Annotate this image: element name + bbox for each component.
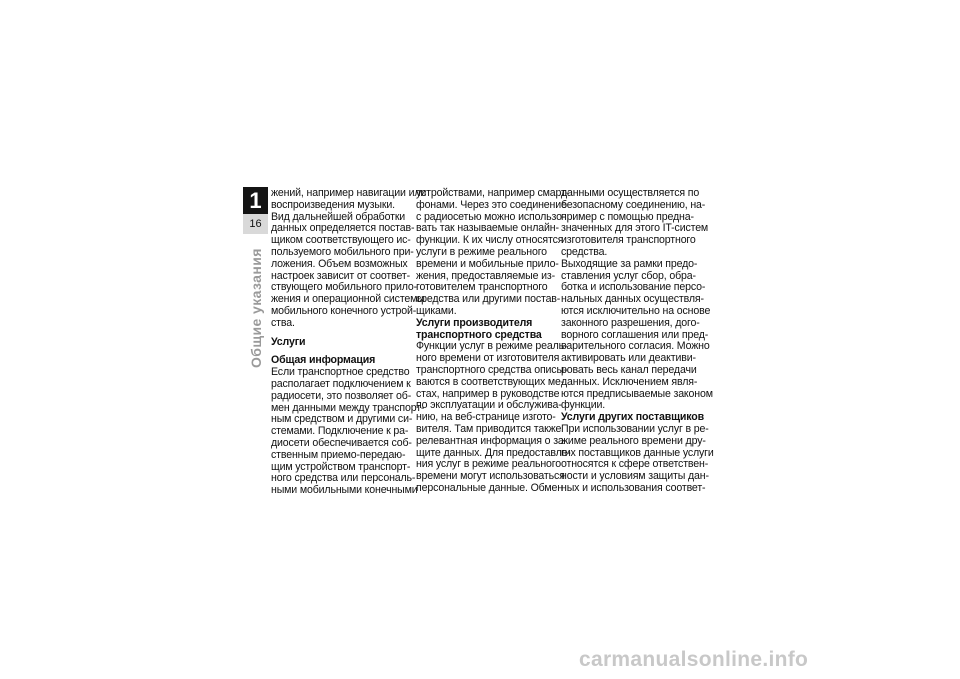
text-line: ваются в соответствующих ме- [416, 375, 565, 388]
text-line: ности и условиям защиты дан- [561, 470, 709, 483]
section-heading: транспортного средства [416, 328, 542, 341]
text-line: ния услуг в режиме реального [416, 458, 562, 471]
text-line: времени и мобильные прило- [416, 257, 559, 270]
text-line: ственным приемо-передаю- [271, 448, 406, 461]
text-line: транспортного средства описы- [416, 363, 568, 376]
text-line: Если транспортное средство [271, 366, 410, 379]
section-heading: Услуги других поставщиков [561, 411, 704, 424]
text-line: пользуемого мобильного при- [271, 245, 414, 258]
text-line: мен данными между транспорт- [271, 401, 425, 414]
text-line: ются исключительно на основе [561, 304, 711, 317]
text-line: вителя. Там приводится также [416, 422, 562, 435]
section-heading: Услуги [271, 335, 306, 348]
text-line: данными осуществляется по [561, 187, 700, 199]
text-line: ства. [271, 316, 295, 329]
text-line: ботка и использование персо- [561, 281, 706, 294]
text-line: средства или другими постав- [416, 293, 561, 306]
text-line: нию, на веб-странице изгото- [416, 411, 556, 424]
text-line: функции. [561, 399, 606, 412]
text-line: щиками. [416, 304, 457, 317]
text-line: безопасному соединению, на- [561, 198, 706, 211]
text-line: данных определяется постав- [271, 222, 415, 235]
text-line: нальных данных осуществля- [561, 293, 704, 306]
text-line: ными мобильными конечными [271, 484, 418, 497]
text-line: пример с помощью предна- [561, 210, 694, 223]
text-line: Функции услуг в режиме реаль- [416, 340, 568, 353]
text-line: ных и использования соответ- [561, 481, 706, 494]
chapter-number-tab: 1 [243, 187, 268, 214]
text-line: жения и операционной системы [271, 293, 425, 306]
text-line: изготовителя транспортного [561, 234, 696, 247]
text-line: диосети обеспечивается соб- [271, 436, 412, 449]
text-line: значенных для этого IT-систем [561, 222, 709, 235]
text-line: стах, например в руководстве [416, 387, 560, 400]
text-column-3 [561, 187, 714, 495]
text-line: щите данных. Для предоставле- [416, 446, 571, 459]
text-line: активировать или деактиви- [561, 352, 696, 365]
text-line: данных. Исключением явля- [561, 375, 698, 388]
text-line: по эксплуатации и обслужива- [416, 399, 562, 412]
page-number: 16 [243, 214, 268, 234]
text-line: варительного согласия. Можно [561, 340, 710, 353]
text-line: ставления услуг сбор, обра- [561, 269, 696, 282]
text-line: радиосети, это позволяет об- [271, 389, 412, 402]
text-line: настроек зависит от соответ- [271, 269, 410, 282]
text-line: ного средства или персональ- [271, 472, 416, 485]
section-heading: Общая информация [271, 354, 376, 367]
text-line: жений, например навигации или [271, 187, 427, 199]
text-line: мобильного конечного устрой- [271, 304, 417, 317]
text-column-1 [271, 187, 427, 497]
text-line: законного разрешения, дого- [561, 316, 700, 329]
text-line: ным средством и другими си- [271, 413, 413, 426]
text-line: персональные данные. Обмен [416, 481, 563, 494]
text-line: относятся к сфере ответствен- [561, 458, 709, 471]
text-line: щиком соответствующего ис- [271, 234, 411, 247]
text-line: гих поставщиков данные услуги [561, 446, 714, 459]
text-line: услуги в режиме реального [416, 245, 547, 258]
text-line: функции. К их числу относятся [416, 234, 564, 247]
text-line: фонами. Через это соединение [416, 198, 567, 211]
text-line: щим устройством транспорт- [271, 460, 411, 473]
text-line: Вид дальнейшей обработки [271, 210, 406, 223]
text-line: жения, предоставляемые из- [416, 269, 555, 282]
text-line: ложения. Объем возможных [271, 257, 408, 270]
text-line: ворного соглашения или пред- [561, 328, 709, 341]
text-line: ровать весь канал передачи [561, 363, 697, 376]
text-line: релевантная информация о за- [416, 434, 568, 447]
text-column-2 [416, 187, 571, 495]
text-line: готовителем транспортного [416, 281, 548, 294]
text-line: стемами. Подключение к ра- [271, 425, 409, 438]
text-line: с радиосетью можно использо- [416, 210, 566, 223]
text-line: времени могут использоваться [416, 470, 565, 483]
text-line: вать так называемые онлайн- [416, 222, 559, 235]
text-line: Выходящие за рамки предо- [561, 257, 698, 270]
text-line: ного времени от изготовителя [416, 352, 560, 365]
text-line: жиме реального времени дру- [561, 434, 706, 447]
section-heading: Услуги производителя [416, 316, 533, 329]
text-line: ствующего мобильного прило- [271, 281, 418, 294]
chapter-title-text: Общие указания [248, 248, 264, 368]
text-line: устройствами, например смарт- [416, 187, 570, 199]
text-line: При использовании услуг в ре- [561, 422, 709, 435]
text-line: воспроизведения музыки. [271, 198, 395, 211]
text-line: ются предписываемые законом [561, 387, 713, 400]
text-line: средства. [561, 245, 608, 258]
watermark-text: carmanualsonline.info [579, 648, 809, 671]
text-line: располагает подключением к [271, 377, 411, 390]
